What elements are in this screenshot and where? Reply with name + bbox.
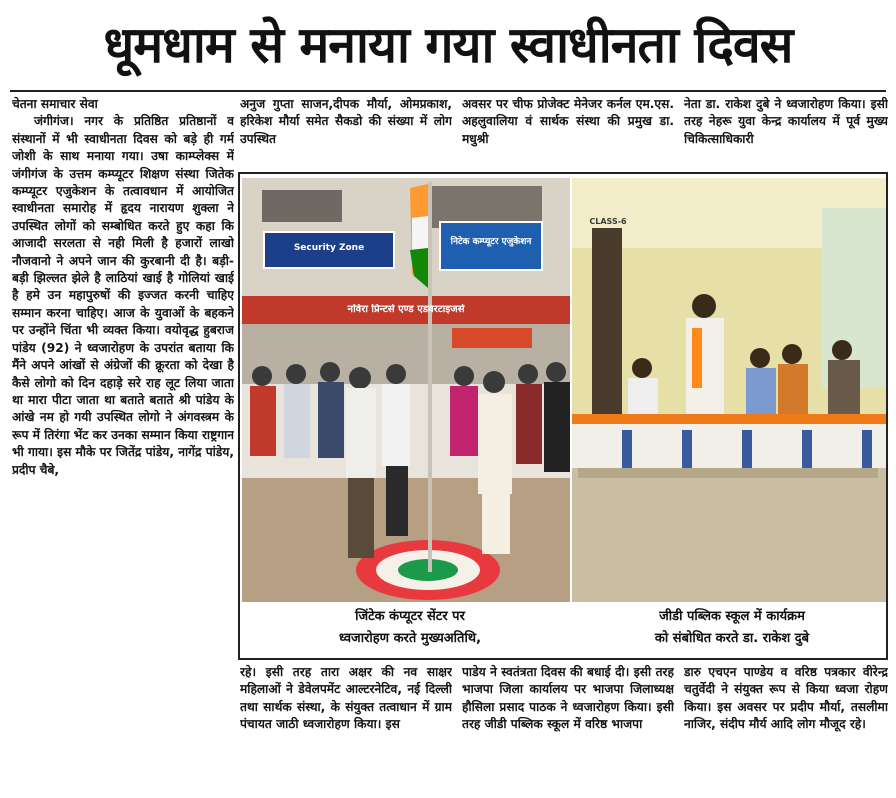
- school-event-illustration: [572, 178, 886, 602]
- caption-right-line-1: जीडी पब्लिक स्कूल में कार्यक्रम: [659, 609, 805, 624]
- column2-bottom-text: रहे। इसी तरह तारा अक्षर की नव साक्षर महिलाओं ने डेवेलपमेंट आल्टरनेटिव, नई दिल्ली तथा सार्थक संस्था, के संयुक्त तत्वाधान में ग्राम पंचायत जाठी ध्वजारोहण किया। इस: [240, 665, 452, 732]
- sign-printers: नविरा प्रिन्टर्स एण्ड एडवरटाइजर्स: [347, 304, 465, 315]
- byline: चेतना समाचार सेवा: [12, 97, 98, 111]
- sign-security-zone: Security Zone: [293, 243, 365, 253]
- photo-frame: [238, 172, 888, 660]
- article-column-3-bottom: [462, 664, 674, 794]
- caption-left: [280, 606, 540, 650]
- caption-right: [602, 606, 862, 650]
- sign-nitek: निटेक कम्प्यूटर एजुकेशन: [450, 237, 532, 247]
- column2-top-text: अनुज गुप्ता साजन,दीपक मौर्या, ओमप्रकाश, हरिकेश मौर्या समेत सैकडो की संख्या में लोग उपस्थित: [240, 97, 452, 146]
- article-column-3-top: [462, 96, 674, 166]
- photo-school-event: [572, 178, 886, 602]
- headline: धूमधाम से मनाया गया स्वाधीनता दिवस: [103, 16, 793, 74]
- article-column-2-bottom: [240, 664, 452, 794]
- article-column-4-top: [684, 96, 888, 166]
- caption-left-line-1: जिंटेक कंप्यूटर सेंटर पर: [355, 609, 465, 624]
- wall-class-label: CLASS-6: [589, 217, 627, 226]
- column1-text: जंगीगंज। नगर के प्रतिष्ठित प्रतिष्ठानों व संस्थानों में भी स्वाधीनता दिवस को बड़े ही गर्म जोशी के साथ मनाया गया। उषा काम्प्लेक्स में जंगीगंज के उत्तम कम्प्यूटर शिक्षण संस्था जितेक कम्प्यूटर एजुकेशन के तत्वावधान में आयोजित स्वाधीनता समारोह में हृदय नारायण शुक्ला ने उपस्थित लोगों को सम्बोधित करते हुए कहा कि आजादी सरलता से नही मिली है हजारों लाखो नौजवानो ने अपने जान की कुरबानी दी है। बड़ी-बड़ी झिल्लत झेले है लाठियां खाई है गोलियां खाई है हमे उन महापुरुषों की इज्जत करनी चाहिए सम्मान करना चाहिए। आज के युवाओं के बहकने पर उन्होंने चिंता भी व्यक्त किया। वयोवृद्ध हुबराज पांडेय (92) ने ध्वजारोहण के उपरांत बताया कि मैंने अपने आंखों से अंग्रेजों की क्रूरता को देखा है कैसे लोगो को दिन दहाड़े सरे राह लूट लिया जाता था मारा पीटा जाता था बताते बताते श्री पांडेय के आंखे नम हो गयी उपस्थित लोगो ने अंगवस्त्रम के रूप में तिरंगा भेंट कर उनका सम्मान किया राष्ट्रगान भी गाया। इस मौके पर जितेंद्र पांडेय, नागेंद्र पांडेय, प्रदीप चैबे,: [12, 114, 234, 477]
- caption-left-line-2: ध्वजारोहण करते मुख्यअतिथि,: [338, 631, 482, 646]
- photo-flag-hoisting: [242, 178, 570, 602]
- caption-right-line-2: को संबोधित करते डा. राकेश दुबे: [654, 631, 810, 646]
- article-column-4-bottom: [684, 664, 888, 794]
- headline-rule: [10, 90, 886, 92]
- column4-top-text: नेता डा. राकेश दुबे ने ध्वजारोहण किया। इसी तरह नेहरू युवा केन्द्र कार्यालय में पूर्व मुख्य चिकित्साधिकारी: [684, 97, 888, 146]
- article-column-1: [12, 96, 234, 796]
- column3-top-text: अवसर पर चीफ प्रोजेक्ट मेनेजर कर्नल एम.एस. अहलुवालिया वं सार्थक संस्था की प्रमुख डा. मधुश्री: [462, 97, 674, 146]
- column3-bottom-text: पाडेय ने स्वतंत्रता दिवस की बधाई दी। इसी तरह भाजपा जिला कार्यालय पर भाजपा जिलाध्यक्ष हौसिला प्रसाद पाठक ने ध्वजारोहण किया। इसी तरह जीडी पब्लिक स्कूल में वरिष्ठ भाजपा: [462, 665, 674, 732]
- column4-bottom-text: डारु एचएन पाण्डेय व वरिष्ठ पत्रकार वीरेन्द्र चतुर्वेदी ने संयुक्त रूप से किया ध्वजा रोहण किया। इस अवसर पर प्रदीप मौर्या, तसलीमा नाजिर, संदीप मौर्य आदि लोग मौजूद रहे।: [684, 665, 888, 732]
- article-column-2-top: [240, 96, 452, 166]
